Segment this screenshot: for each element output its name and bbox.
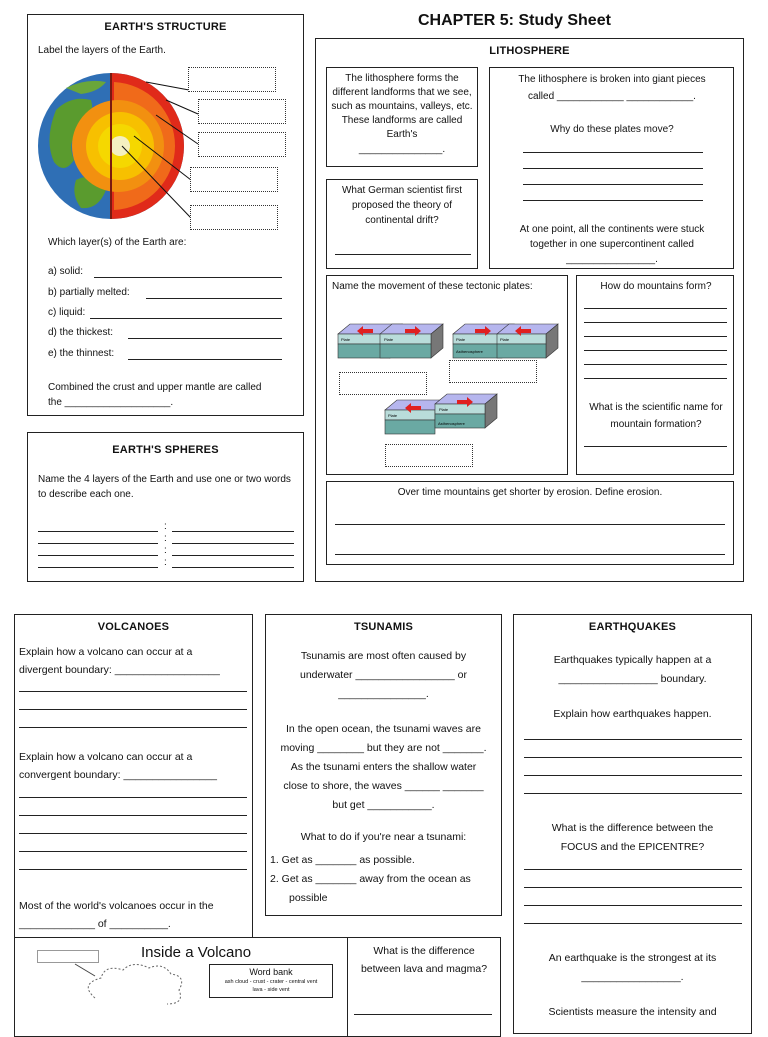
answer-line[interactable] xyxy=(19,691,247,692)
section-title: EARTH'S SPHERES xyxy=(112,444,219,456)
plate-block-transform xyxy=(385,394,497,434)
plate-label: Plate xyxy=(456,337,466,342)
colon: : xyxy=(164,557,167,568)
tsunami-open-ocean: In the open ocean, the tsunami waves are moving ________ but they are not _______. As the tsunami enters the shallow water close to shore, the waves ______ _______ but get ___________. xyxy=(280,723,487,811)
answer-line[interactable] xyxy=(172,531,294,532)
answer-line[interactable] xyxy=(523,184,703,185)
section-title: VOLCANOES xyxy=(97,621,170,633)
answer-line[interactable] xyxy=(128,359,282,360)
layer-item-liquid: c) liquid: xyxy=(48,307,86,318)
earthquake-explain: Explain how earthquakes happen. xyxy=(553,708,712,720)
colon: : xyxy=(164,533,167,544)
tsunamis-section xyxy=(265,614,502,916)
lava-magma-question: What is the difference between lava and magma? xyxy=(360,945,488,975)
answer-line[interactable] xyxy=(524,757,742,758)
movement-answer-box[interactable] xyxy=(339,372,427,395)
scientists-measure: Scientists measure the intensity and xyxy=(548,1006,717,1018)
plate-label: Plate xyxy=(384,337,394,342)
plate-label: Plate xyxy=(388,413,398,418)
scientist-box xyxy=(326,179,478,269)
landforms-blank: _______________. xyxy=(358,144,446,155)
colon: : xyxy=(164,521,167,532)
answer-line[interactable] xyxy=(584,378,727,379)
instruction: Label the layers of the Earth. xyxy=(38,45,166,56)
answer-line[interactable] xyxy=(38,567,158,568)
section-title: EARTHQUAKES xyxy=(588,621,677,633)
lithosphere-section xyxy=(315,38,744,582)
answer-line[interactable] xyxy=(584,350,727,351)
tsunami-cause: Tsunamis are most often caused by underwater _________________ or _______________. xyxy=(300,650,467,700)
which-layer-question: Which layer(s) of the Earth are: xyxy=(48,237,187,248)
layer-item-solid: a) solid: xyxy=(48,266,84,277)
supercontinent-blank: ________________. xyxy=(566,254,658,265)
layer-label-box[interactable] xyxy=(190,205,278,230)
layer-label-box[interactable] xyxy=(190,167,278,192)
answer-line[interactable] xyxy=(19,727,247,728)
tsunami-what-to-do: What to do if you're near a tsunami: xyxy=(300,831,467,843)
plates-question: The lithosphere is broken into giant pieces xyxy=(518,74,706,85)
earthquake-boundary: Earthquakes typically happen at a _________________ boundary. xyxy=(553,654,712,685)
plate-movement-box xyxy=(326,275,568,475)
landforms-box xyxy=(326,67,478,167)
earth-structure-section xyxy=(27,14,304,416)
earthquakes-section xyxy=(513,614,752,1034)
convergent-question: Explain how a volcano can occur at a convergent boundary: ________________ xyxy=(19,751,217,781)
answer-line[interactable] xyxy=(354,1014,492,1015)
answer-line[interactable] xyxy=(19,851,247,852)
plate-label: Plate xyxy=(500,337,510,342)
word-bank-words: ash cloud - crust - crater - central vent xyxy=(224,979,318,985)
strongest-question: An earthquake is the strongest at its _________________. xyxy=(548,952,717,983)
answer-line[interactable] xyxy=(584,364,727,365)
spheres-answer-rows xyxy=(38,521,294,569)
answer-line[interactable] xyxy=(19,709,247,710)
most-volcanoes-question: Most of the world's volcanoes occur in the _____________ of __________. xyxy=(19,900,214,930)
answer-line[interactable] xyxy=(523,168,703,169)
layer-item-partially-melted: b) partially melted: xyxy=(48,287,130,298)
plate-label: Plate xyxy=(341,337,351,342)
plate-movement-question: Name the movement of these tectonic plates: xyxy=(332,281,533,292)
spheres-instruction: Name the 4 layers of the Earth and use one or two words to describe each one. xyxy=(38,474,291,500)
plate-block-convergent xyxy=(453,324,558,358)
plate-label: Asthenosphere xyxy=(456,349,483,354)
layer-item-thinnest: e) the thinnest: xyxy=(48,348,115,359)
answer-line[interactable] xyxy=(524,793,742,794)
erosion-question: Over time mountains get shorter by erosion. Define erosion. xyxy=(397,487,663,498)
section-title: TSUNAMIS xyxy=(353,621,414,633)
answer-line[interactable] xyxy=(146,298,282,299)
mountains-box xyxy=(576,275,734,475)
answer-line[interactable] xyxy=(335,554,725,555)
answer-line[interactable] xyxy=(94,277,282,278)
answer-line[interactable] xyxy=(523,200,703,201)
volcanoes-section xyxy=(14,614,253,944)
earth-spheres-section xyxy=(27,432,304,582)
combined-question: Combined the crust and upper mantle are called xyxy=(48,382,262,393)
erosion-box xyxy=(326,481,734,565)
movement-answer-box[interactable] xyxy=(385,444,473,467)
answer-line[interactable] xyxy=(584,322,727,323)
answer-line[interactable] xyxy=(172,555,294,556)
page-title: CHAPTER 5: Study Sheet xyxy=(418,12,611,29)
answer-line[interactable] xyxy=(172,567,294,568)
answer-line[interactable] xyxy=(335,254,471,255)
answer-line[interactable] xyxy=(19,797,247,798)
plate-label: Asthenosphere xyxy=(438,421,465,426)
focus-epicentre-question: What is the difference between the FOCUS and the EPICENTRE? xyxy=(551,822,714,853)
lava-magma-section xyxy=(347,937,501,1037)
divergent-question: Explain how a volcano can occur at a divergent boundary: __________________ xyxy=(19,646,220,676)
answer-line[interactable] xyxy=(19,869,247,870)
answer-line[interactable] xyxy=(524,775,742,776)
plates-called: called ____________ ____________. xyxy=(528,91,696,102)
landforms-text: The lithosphere forms the different landforms that we see, such as mountains, valleys, etc. These landforms are called Earth's xyxy=(331,73,473,140)
ash-cloud-drawing xyxy=(55,958,195,1028)
answer-line[interactable] xyxy=(19,833,247,834)
answer-line[interactable] xyxy=(38,555,158,556)
answer-line[interactable] xyxy=(38,531,158,532)
section-title: LITHOSPHERE xyxy=(489,45,570,57)
layer-label-box[interactable] xyxy=(198,132,286,157)
answer-line[interactable] xyxy=(524,905,742,906)
word-bank-title: Word bank xyxy=(249,967,293,977)
tsunami-steps: 1. Get as _______ as possible. 2. Get as _______ away from the ocean as possible xyxy=(270,854,471,904)
scientist-question: What German scientist first proposed the theory of continental drift? xyxy=(341,185,463,226)
layer-label-box[interactable] xyxy=(188,67,276,92)
mountains-question: How do mountains form? xyxy=(600,281,712,292)
plates-box xyxy=(489,67,734,269)
answer-line[interactable] xyxy=(172,543,294,544)
inside-volcano-section xyxy=(14,937,348,1037)
answer-line[interactable] xyxy=(524,739,742,740)
answer-line[interactable] xyxy=(524,887,742,888)
answer-line[interactable] xyxy=(584,308,727,309)
movement-answer-box[interactable] xyxy=(449,360,537,383)
answer-line[interactable] xyxy=(523,152,703,153)
scientific-name-question: What is the scientific name for mountain formation? xyxy=(589,402,723,430)
answer-line[interactable] xyxy=(524,869,742,870)
why-move-question: Why do these plates move? xyxy=(550,124,674,135)
section-title: EARTH'S STRUCTURE xyxy=(104,21,227,33)
word-bank-words: lava - side vent xyxy=(252,987,290,993)
answer-line[interactable] xyxy=(335,524,725,525)
answer-line[interactable] xyxy=(524,923,742,924)
answer-line[interactable] xyxy=(584,336,727,337)
word-bank xyxy=(209,964,333,998)
colon: : xyxy=(164,545,167,556)
combined-answer: the ___________________. xyxy=(48,397,174,408)
answer-line[interactable] xyxy=(90,318,282,319)
supercontinent-question: At one point, all the continents were stuck together in one supercontinent called xyxy=(519,224,705,250)
layer-item-thickest: d) the thickest: xyxy=(48,327,114,338)
answer-line[interactable] xyxy=(584,446,727,447)
answer-line[interactable] xyxy=(38,543,158,544)
layer-label-box[interactable] xyxy=(198,99,286,124)
answer-line[interactable] xyxy=(128,338,282,339)
inside-volcano-title: Inside a Volcano xyxy=(141,944,252,961)
plate-label: Plate xyxy=(439,407,449,412)
plate-block-divergent xyxy=(338,324,443,358)
answer-line[interactable] xyxy=(19,815,247,816)
